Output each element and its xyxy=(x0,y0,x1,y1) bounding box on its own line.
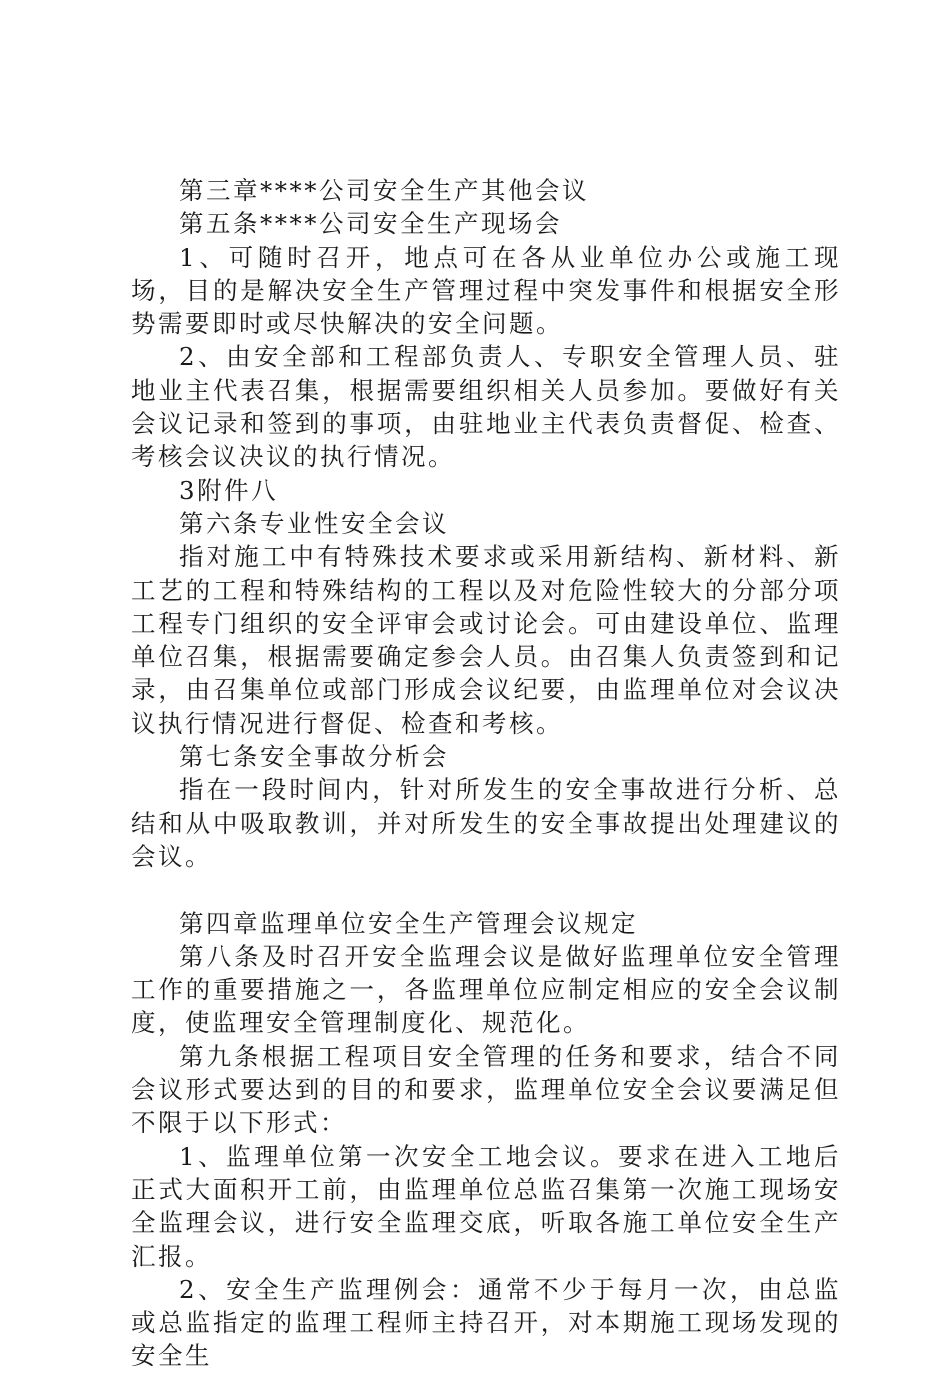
chapter-four-heading: 第四章监理单位安全生产管理会议规定 xyxy=(179,908,638,938)
attachment-label: 3附件八 xyxy=(179,475,279,505)
paragraph-article-eight: 第八条及时召开安全监理会议是做好监理单位安全管理工作的重要措施之一，各监理单位应制定相应的安全会议制度，使监理安全管理制度化、规范化。 xyxy=(131,941,841,1038)
paragraph-site-meeting-item-1: 1、可随时召开，地点可在各从业单位办公或施工现场，目的是解决安全生产管理过程中突发事件和根据安全形势需要即时或尽快解决的安全问题。 xyxy=(131,242,841,339)
blank-line xyxy=(131,873,841,906)
chapter-three-heading: 第三章****公司安全生产其他会议 xyxy=(179,176,589,205)
article-five-heading: 第五条****公司安全生产现场会 xyxy=(179,209,562,239)
article-six-heading: 第六条专业性安全会议 xyxy=(179,508,449,538)
paragraph-regular-meeting: 2、安全生产监理例会：通常不少于每月一次，由总监或总监指定的监理工程师主持召开，对本期施工现场发现的安全生 xyxy=(131,1274,841,1371)
paragraph-site-meeting-item-2: 2、由安全部和工程部负责人、专职安全管理人员、驻地业主代表召集，根据需要组织相关人员参加。要做好有关会议记录和签到的事项，由驻地业主代表负责督促、检查、考核会议决议的执行情况。 xyxy=(131,342,841,472)
article-seven-heading: 第七条安全事故分析会 xyxy=(179,742,449,772)
paragraph-first-site-meeting: 1、监理单位第一次安全工地会议。要求在进入工地后正式大面积开工前，由监理单位总监召集第一次施工现场安全监理会议，进行安全监理交底，听取各施工单位安全生产汇报。 xyxy=(131,1141,841,1271)
paragraph-article-nine: 第九条根据工程项目安全管理的任务和要求，结合不同会议形式要达到的目的和要求，监理单位安全会议要满足但不限于以下形式： xyxy=(131,1041,841,1138)
paragraph-accident-analysis: 指在一段时间内，针对所发生的安全事故进行分析、总结和从中吸取教训，并对所发生的安全事故提出处理建议的会议。 xyxy=(131,775,841,871)
document-body xyxy=(131,174,841,1373)
paragraph-specialized-meeting: 指对施工中有特殊技术要求或采用新结构、新材料、新工艺的工程和特殊结构的工程以及对危险性较大的分部分项工程专门组织的安全评审会或讨论会。可由建设单位、监理单位召集，根据需要确定参会人员。由召集人负责签到和记录，由召集单位或部门形成会议纪要，由监理单位对会议决议执行情况进行督促、检查和考核。 xyxy=(131,542,841,738)
